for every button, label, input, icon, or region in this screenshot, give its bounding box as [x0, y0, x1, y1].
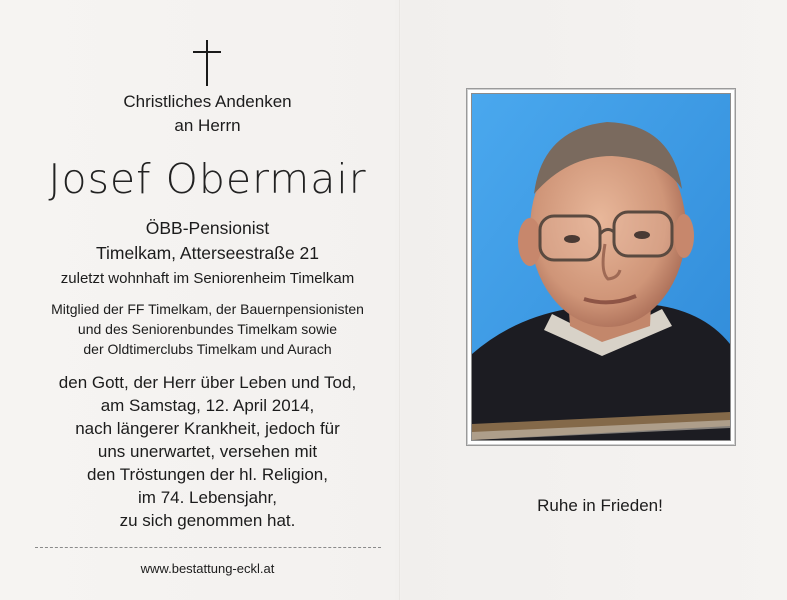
portrait-photo-icon [472, 94, 730, 440]
portrait-photo [471, 93, 731, 441]
membership-line: Mitglied der FF Timelkam, der Bauernpensionisten [51, 301, 364, 317]
obituary-line: am Samstag, 12. April 2014, [100, 396, 315, 415]
memorial-subheading: an Herrn [174, 116, 241, 135]
obituary-line: zu sich genommen hat. [119, 511, 296, 530]
address: Timelkam, Atterseestraße 21 [95, 243, 320, 263]
photo-frame [466, 88, 736, 446]
membership-line: der Oldtimerclubs Timelkam und Aurach [83, 341, 332, 357]
memorial-heading: Christliches Andenken [123, 92, 292, 111]
divider [35, 547, 381, 548]
last-residence: zuletzt wohnhaft im Seniorenheim Timelkam [60, 270, 355, 287]
website-link[interactable]: www.bestattung-eckl.at [140, 561, 275, 576]
obituary-line: nach längerer Krankheit, jedoch für [75, 419, 340, 438]
closing-phrase: Ruhe in Frieden! [537, 496, 663, 515]
obituary-line: den Tröstungen der hl. Religion, [87, 465, 328, 484]
cross-icon [191, 40, 223, 86]
occupation: ÖBB-Pensionist [145, 218, 270, 238]
obituary-line: uns unerwartet, versehen mit [97, 442, 318, 461]
deceased-name: Josef Obermair [48, 155, 367, 203]
obituary-line: im 74. Lebensjahr, [138, 488, 277, 507]
obituary-line: den Gott, der Herr über Leben und Tod, [58, 373, 357, 392]
membership-line: und des Seniorenbundes Timelkam sowie [77, 321, 338, 337]
